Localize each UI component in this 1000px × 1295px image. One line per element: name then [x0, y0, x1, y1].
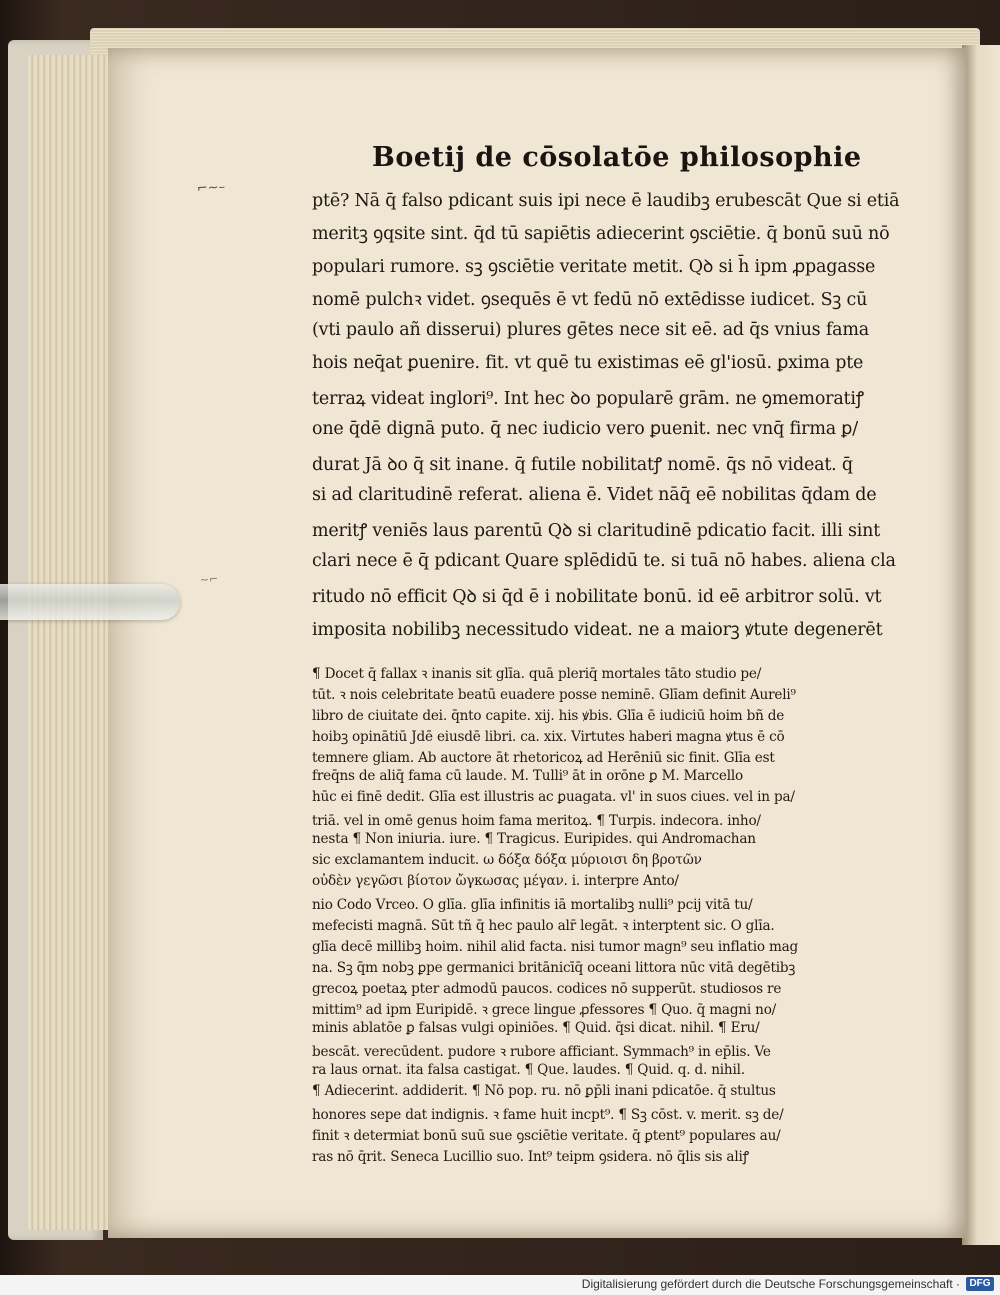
main-text-line: si ad claritudinē referat. aliena ē. Videt nāq̄ eē nobilitas q̄dam de: [312, 485, 877, 505]
commentary-line: mittim⁹ ad ipm Euripidē. ꝛ grece lingue ꝓfessores ¶ Quo. q̄ magni no/: [312, 1002, 777, 1018]
main-text-line: imposita nobilibꝫ necessitudo videat. ne a maiorꝫ ꝟtute degenerēt: [312, 620, 883, 640]
commentary-line: libro de ciuitate dei. q̄nto capite. xij. his ꝟbis. Glīa ē iudiciū hoim bñ de: [312, 708, 785, 724]
commentary-line: na. Sꝫ q̄m nobꝫ ꝑpe germanici britānicīq̄ oceani littora nūc vitā degētibꝫ: [312, 960, 796, 976]
main-text-line: clari nece ē q̄ pdicant Quare splēdidū te. si tuā nō habes. aliena cla: [312, 551, 896, 571]
margin-annotation-2: ~⌐: [199, 572, 219, 587]
main-text-line: meritꝭ veniēs laus parentū Qꝺ si claritudinē pdicatio facit. illi sint: [312, 521, 881, 541]
funding-credit: Digitalisierung gefördert durch die Deutsche Forschungsgemeinschaft ·: [581, 1277, 960, 1291]
commentary-line: tūt. ꝛ nois celebritate beatū euadere posse neminē. Glīam definit Aureli⁹: [312, 687, 796, 703]
commentary-line: nesta ¶ Non iniuria. iure. ¶ Tragicus. Euripides. qui Andromachan: [312, 831, 756, 847]
commentary-line: ¶ Adiecerint. addiderit. ¶ Nō pop. ru. nō ꝑp̄li inani pdicatōe. q̄ stultus: [312, 1083, 776, 1099]
commentary-line: finit ꝛ determiat bonū suū sue ꝯsciētie veritate. q̄ ꝑtent⁹ populares au/: [312, 1128, 781, 1144]
page-title: Boetij de cōsolatōe philosophie: [372, 142, 862, 173]
margin-annotation: ⌐~–: [196, 179, 226, 197]
commentary-line: ras nō q̄rit. Seneca Lucillio suo. Int⁹ teipm ꝯsidera. nō q̄lis sis aliꝭ: [312, 1149, 749, 1165]
commentary-line: ra laus ornat. ita falsa castigat. ¶ Que. laudes. ¶ Quid. q. d. nihil.: [312, 1062, 745, 1078]
page-edges-left: [28, 55, 118, 1230]
dfg-logo: DFG: [966, 1277, 994, 1291]
commentary-line: hoibꝫ opinātiū Jdē eiusdē libri. ca. xix. Virtutes haberi magna ꝟtus ē cō: [312, 729, 785, 745]
commentary-line: hūc ei finē dedit. Glīa est illustris ac ꝑuagata. vl' in suos ciues. vel in pa/: [312, 789, 795, 805]
main-text-line: hois neq̄at ꝑuenire. fit. vt quē tu existimas eē gl'iosū. ꝑxima pte: [312, 353, 864, 373]
commentary-line: nio Codo Vrceo. O glīa. glīa infinitis iā mortalibꝫ nulli⁹ pcij vitā tu/: [312, 897, 753, 913]
main-text-line: one q̄dē dignā puto. q̄ nec iudicio vero ꝑuenit. nec vnq̄ firma ꝑ/: [312, 419, 858, 439]
commentary-line: temnere gliam. Ab auctore āt rhetoricoꝝ ad Herēniū sic finit. Glīa est: [312, 750, 775, 766]
commentary-line: sic exclamantem inducit. ω δόξα δόξα μύριοισι δη βροτῶν: [312, 852, 702, 868]
main-text-line: durat Jā ꝺo q̄ sit inane. q̄ futile nobilitatꝭ nomē. q̄s nō videat. q̄: [312, 455, 853, 475]
main-text-line: ptē? Nā q̄ falso pdicant suis ipi nece ē laudibꝫ erubescāt Que si etiā: [312, 191, 900, 211]
main-text-line: nomē pulchꝛ videt. ꝯsequēs ē vt fedū nō extēdisse iudicet. Sꝫ cū: [312, 290, 868, 310]
commentary-line: honores sepe dat indignis. ꝛ fame huit incpt⁹. ¶ Sꝫ cōst. v. merit. sꝫ de/: [312, 1107, 784, 1123]
facing-page-edge: [962, 45, 1000, 1245]
commentary-line: bescāt. verecūdent. pudore ꝛ rubore afficiant. Symmach⁹ in ep̄lis. Ve: [312, 1044, 771, 1060]
commentary-line: ¶ Docet q̄ fallax ꝛ inanis sit glīa. quā pleriq̄ mortales tāto studio pe/: [312, 666, 762, 682]
main-text-line: (vti paulo añ disserui) plures gētes nece sit eē. ad q̄s vnius fama: [312, 320, 869, 340]
main-text-line: ritudo nō efficit Qꝺ si q̄d ē i nobilitate bonū. id eē arbitror solū. vt: [312, 587, 882, 607]
footer-bar: [0, 1275, 1000, 1295]
commentary-line: οὐδὲν γεγῶσι βίοτον ὤγκωσας μέγαν. i. interpre Anto/: [312, 873, 679, 889]
commentary-line: glīa decē millibꝫ hoim. nihil alid facta. nisi tumor magn⁹ seu inflatio mag: [312, 939, 799, 955]
main-text-line: populari rumore. sꝫ ꝯsciētie veritate metit. Qꝺ si h̄ ipm ꝓpagasse: [312, 257, 876, 277]
commentary-line: freq̄ns de aliq̄ fama cū laude. M. Tulli⁹ āt in orōne ꝑ M. Marcello: [312, 768, 744, 784]
glass-page-weight: [0, 584, 180, 620]
commentary-line: mefecisti magnā. Sūt tñ q̄ hec paulo alr̄ legāt. ꝛ interptent sic. O glīa.: [312, 918, 775, 934]
commentary-line: grecoꝝ poetaꝝ pter admodū paucos. codices nō supperūt. studiosos re: [312, 981, 782, 997]
commentary-line: triā. vel in omē genus hoim fama meritoꝝ. ¶ Turpis. indecora. inho/: [312, 813, 761, 829]
main-text-line: meritꝫ ꝯqsite sint. q̄d tū sapiētis adiecerint ꝯsciētie. q̄ bonū suū nō: [312, 224, 890, 244]
commentary-line: minis ablatōe ꝑ falsas vulgi opiniōes. ¶ Quid. q̄si dicat. nihil. ¶ Eru/: [312, 1020, 760, 1036]
main-text-line: terraꝝ videat inglori⁹. Int hec ꝺo popularē grām. ne ꝯmemoratiꝭ: [312, 389, 864, 409]
